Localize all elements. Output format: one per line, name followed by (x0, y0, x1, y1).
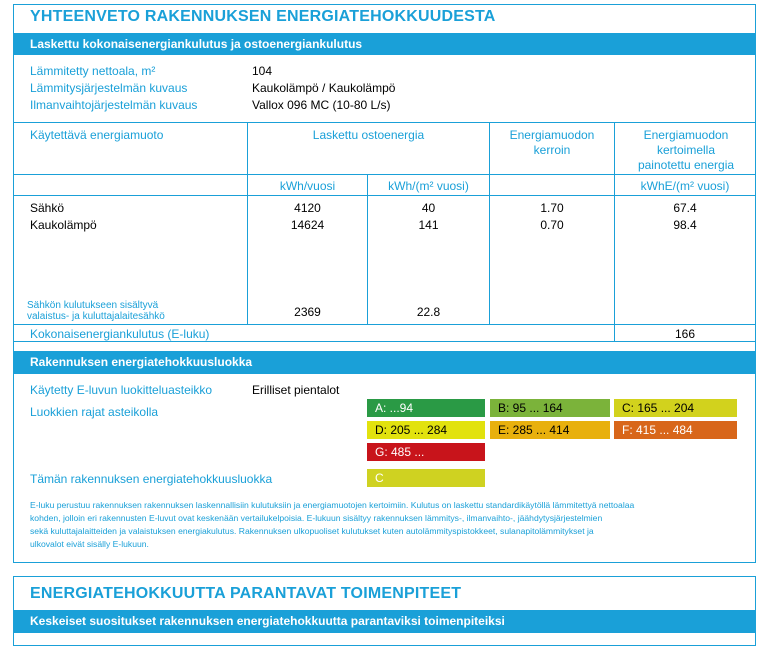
this-building-class-label: Tämän rakennuksen energiatehokkuusluokka (30, 472, 273, 486)
row-electricity-kwh: 4120 (294, 201, 321, 215)
total-energy-label: Kokonaisenergiankulutus (E-luku) (30, 327, 210, 341)
row-district-heat-kwh-m2: 141 (418, 218, 439, 232)
unit-kwhe-m2: kWhE/(m² vuosi) (640, 179, 730, 193)
info-label-heating: Lämmitysjärjestelmän kuvaus (30, 81, 188, 95)
measures-title: ENERGIATEHOKKUUTTA PARANTAVAT TOIMENPITEET (30, 585, 462, 602)
row-district-heat-kwh: 14624 (290, 218, 325, 232)
class-a-box: A: ...94 (367, 399, 485, 417)
row-district-heat-weighted: 98.4 (673, 218, 697, 232)
header-purchased-energy: Laskettu ostoenergia (312, 128, 425, 142)
row-electricity-kwh-m2: 40 (421, 201, 436, 215)
class-b-box: B: 95 ... 164 (490, 399, 610, 417)
table-total-bottom-line (14, 341, 755, 342)
class-c-box: C: 165 ... 204 (614, 399, 737, 417)
row-electricity-name: Sähkö (30, 201, 65, 215)
header-weighted-energy: Energiamuodon kertoimella painotettu energia (637, 128, 735, 172)
scale-value: Erilliset pientalot (252, 383, 340, 397)
header-energy-factor: Energiamuodon kerroin (509, 128, 595, 157)
table-total-top-line (14, 324, 755, 325)
included-electricity-kwh-m2: 22.8 (416, 305, 441, 319)
info-value-heating: Kaukolämpö / Kaukolämpö (252, 81, 396, 95)
class-f-box: F: 415 ... 484 (614, 421, 737, 439)
row-district-heat-name: Kaukolämpö (30, 218, 97, 232)
table-units-bottom-line (14, 195, 755, 196)
row-district-heat-factor: 0.70 (540, 218, 564, 232)
scale-label: Käytetty E-luvun luokitteluasteikko (30, 383, 213, 397)
header-energy-form: Käytettävä energiamuoto (30, 128, 164, 142)
measures-section-bar: Keskeiset suositukset rakennuksen energiatehokkuutta parantaviksi toimenpiteiksi (14, 610, 755, 633)
col-divider-2 (367, 174, 368, 324)
page-title: YHTEENVETO RAKENNUKSEN ENERGIATEHOKKUUDESTA (30, 8, 496, 25)
row-electricity-factor: 1.70 (540, 201, 564, 215)
class-limits-label: Luokkien rajat asteikolla (30, 405, 159, 419)
total-energy-value: 166 (674, 327, 696, 341)
included-electricity-label: Sähkön kulutukseen sisältyvä valaistus- ja kuluttajalaitesähkö (27, 300, 165, 322)
info-value-area: 104 (252, 64, 273, 78)
table-units-line (14, 174, 755, 175)
class-g-box: G: 485 ... (367, 443, 485, 461)
energy-class-section-bar: Rakennuksen energiatehokkuusluokka (14, 351, 755, 374)
this-building-class-box: C (367, 469, 485, 487)
info-label-ventilation: Ilmanvaihtojärjestelmän kuvaus (30, 98, 198, 112)
consumption-section-bar: Laskettu kokonaisenergiankulutus ja ostoenergiankulutus (14, 33, 755, 55)
unit-kwh-m2: kWh/(m² vuosi) (388, 179, 469, 193)
row-electricity-weighted: 67.4 (673, 201, 697, 215)
e-value-explanation: E-luku perustuu rakennuksen rakennuksen laskennallisiin kulutuksiin ja energiamuotojen kertoimiin. Kulutus on laskettu standardikäytöllä lämmitettyä nettoalaa kohden, jolloin eri rakennusten E-luvut ovat keskenään vertailukelpoisia. E-lukuun sisältyy rakennuksen lämmitys-, ilmanvaihto-, jäähdytysjärjestelmien sekä kuluttajalaitteiden ja valaistuksen energiakulutus. Rakennuksen ulkopuoliset kulutukset kuten autolämmityspistokkeet, sulanapitolämmitykset ja ulkovalot eivät sisälly E-lukuun. (30, 500, 635, 549)
info-label-area: Lämmitetty nettoala, m² (30, 64, 156, 78)
info-value-ventilation: Vallox 096 MC (10-80 L/s) (252, 98, 391, 112)
table-top-line (14, 122, 755, 123)
included-electricity-kwh: 2369 (294, 305, 321, 319)
class-e-box: E: 285 ... 414 (490, 421, 610, 439)
class-d-box: D: 205 ... 284 (367, 421, 485, 439)
unit-kwh: kWh/vuosi (279, 179, 336, 193)
